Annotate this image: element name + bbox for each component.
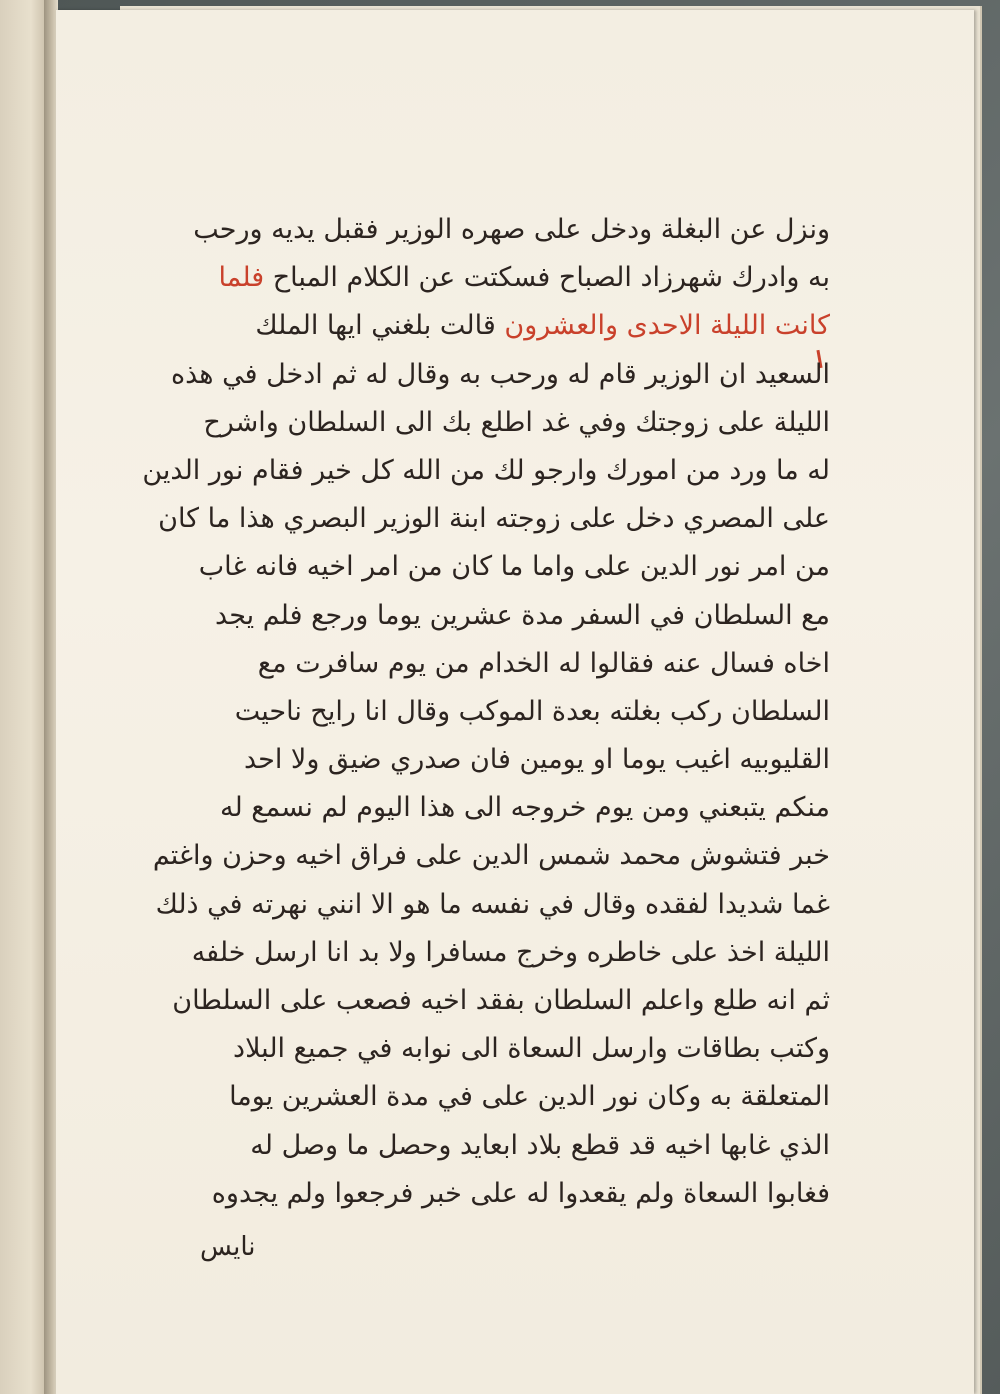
manuscript-line (120, 881, 830, 929)
manuscript-line (120, 1073, 830, 1121)
line-text: غما شديدا لفقده وقال في نفسه ما هو الا انني نهرته في ذلك (155, 888, 830, 920)
manuscript-line (120, 1025, 830, 1073)
line-text: فغابوا السعاة ولم يقعدوا له على خبر فرجعوا ولم يجدوه (211, 1177, 830, 1209)
line-text: السعيد ان الوزير قام له ورحب به وقال له ثم ادخل في هذه (170, 358, 830, 390)
facing-page-edge (0, 0, 45, 1394)
line-text: مع السلطان في السفر مدة عشرين يوما ورجع فلم يجد (215, 599, 830, 631)
manuscript-line (120, 351, 830, 399)
line-text: على المصري دخل على زوجته ابنة الوزير البصري هذا ما كان (158, 503, 830, 535)
manuscript-line (120, 640, 830, 688)
line-text: المتعلقة به وكان نور الدين على في مدة العشرين يوما (229, 1081, 830, 1113)
manuscript-line (120, 206, 830, 254)
manuscript-page (56, 10, 974, 1394)
line-text: الليلة على زوجتك وفي غد اطلع بك الى السلطان واشرح (203, 406, 830, 438)
manuscript-line (120, 1122, 830, 1170)
line-text: الليلة اخذ على خاطره وخرج مسافرا ولا بد انا ارسل خلفه (191, 936, 830, 968)
line-text: منكم يتبعني ومن يوم خروجه الى هذا اليوم لم نسمع له (220, 792, 830, 824)
line-text: به وادرك شهرزاد الصباح فسكتت عن الكلام المباح (264, 262, 830, 294)
manuscript-line (120, 399, 830, 447)
manuscript-line (120, 495, 830, 543)
manuscript-line (120, 929, 830, 977)
manuscript-line (120, 302, 830, 350)
manuscript-line (120, 784, 830, 832)
line-text: قالت بلغني ايها الملك (255, 310, 505, 342)
rubric-text: فلما (218, 262, 265, 294)
line-text: ثم انه طلع واعلم السلطان بفقد اخيه فصعب على السلطان (172, 985, 830, 1016)
manuscript-text-block (120, 206, 830, 1218)
line-text: وكتب بطاقات وارسل السعاة الى نوابه في جميع البلاد (233, 1033, 830, 1065)
line-text: من امر نور الدين على واما ما كان من امر اخيه فانه غاب (198, 551, 830, 583)
line-text: القليوبيه اغيب يوما او يومين فان صدري ضيق ولا احد (243, 744, 830, 776)
catchword: نايس (200, 1232, 256, 1262)
line-text: السلطان ركب بغلته بعدة الموكب وقال انا رايح ناحيت (234, 695, 830, 727)
line-text: الذي غابها اخيه قد قطع بلاد ابعايد وحصل ما وصل له (250, 1129, 830, 1161)
manuscript-line (120, 543, 830, 591)
rubric-text: كانت الليلة الاحدى والعشرون (504, 310, 830, 342)
manuscript-line (120, 592, 830, 640)
manuscript-line (120, 977, 830, 1025)
line-text: له ما ورد من امورك وارجو لك من الله كل خير فقام نور الدين (142, 454, 830, 486)
line-text: خبر فتشوش محمد شمس الدين على فراق اخيه وحزن واغتم (152, 840, 830, 872)
manuscript-line (120, 688, 830, 736)
manuscript-line (120, 1170, 830, 1218)
line-text: ونزل عن البغلة ودخل على صهره الوزير فقبل يديه ورحب (193, 214, 830, 245)
manuscript-line (120, 254, 830, 302)
manuscript-line (120, 447, 830, 495)
manuscript-line (120, 832, 830, 880)
line-text: اخاه فسال عنه فقالوا له الخدام من يوم سافرت مع (257, 647, 830, 679)
manuscript-line (120, 736, 830, 784)
